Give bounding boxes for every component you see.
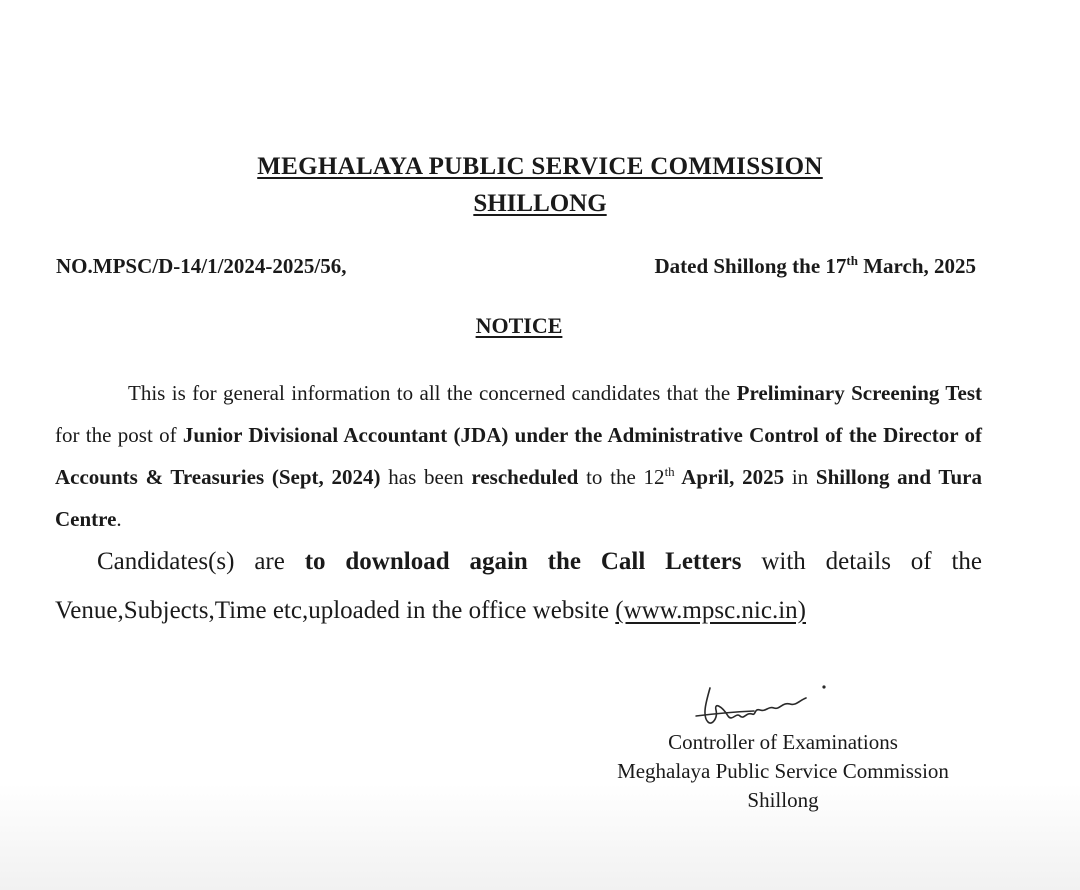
organization-heading: MEGHALAYA PUBLIC SERVICE COMMISSION	[257, 153, 823, 180]
notice-date: Dated Shillong the 17th March, 2025	[654, 253, 976, 278]
signatory-city: Shillong	[747, 788, 819, 812]
signatory-designation: Controller of Examinations	[668, 730, 898, 754]
notice-paragraph-2: Candidates(s) are to download again the Call Letters with details of the Venue,Subjects,Time etc,uploaded in the office website (www.mpsc.nic.in)	[55, 548, 983, 624]
reference-number: NO.MPSC/D-14/1/2024-2025/56,	[56, 254, 347, 278]
notice-paragraph-1: This is for general information to all the concerned candidates that the Preliminary Screening Test for the post of Junior Divisional Accountant (JDA) under the Administrative Control of the Director of Accounts & Treasuries (Sept, 2024) has been rescheduled to the 12th April, 2025 in Shillong and Tura Centre.	[55, 381, 982, 531]
signature-image	[682, 672, 832, 732]
signatory-organization: Meghalaya Public Service Commission	[617, 759, 949, 783]
city-heading: SHILLONG	[473, 190, 607, 217]
notice-title: NOTICE	[475, 313, 563, 338]
website-link[interactable]: (www.mpsc.nic.in)	[615, 597, 806, 624]
signature-block	[585, 728, 981, 815]
